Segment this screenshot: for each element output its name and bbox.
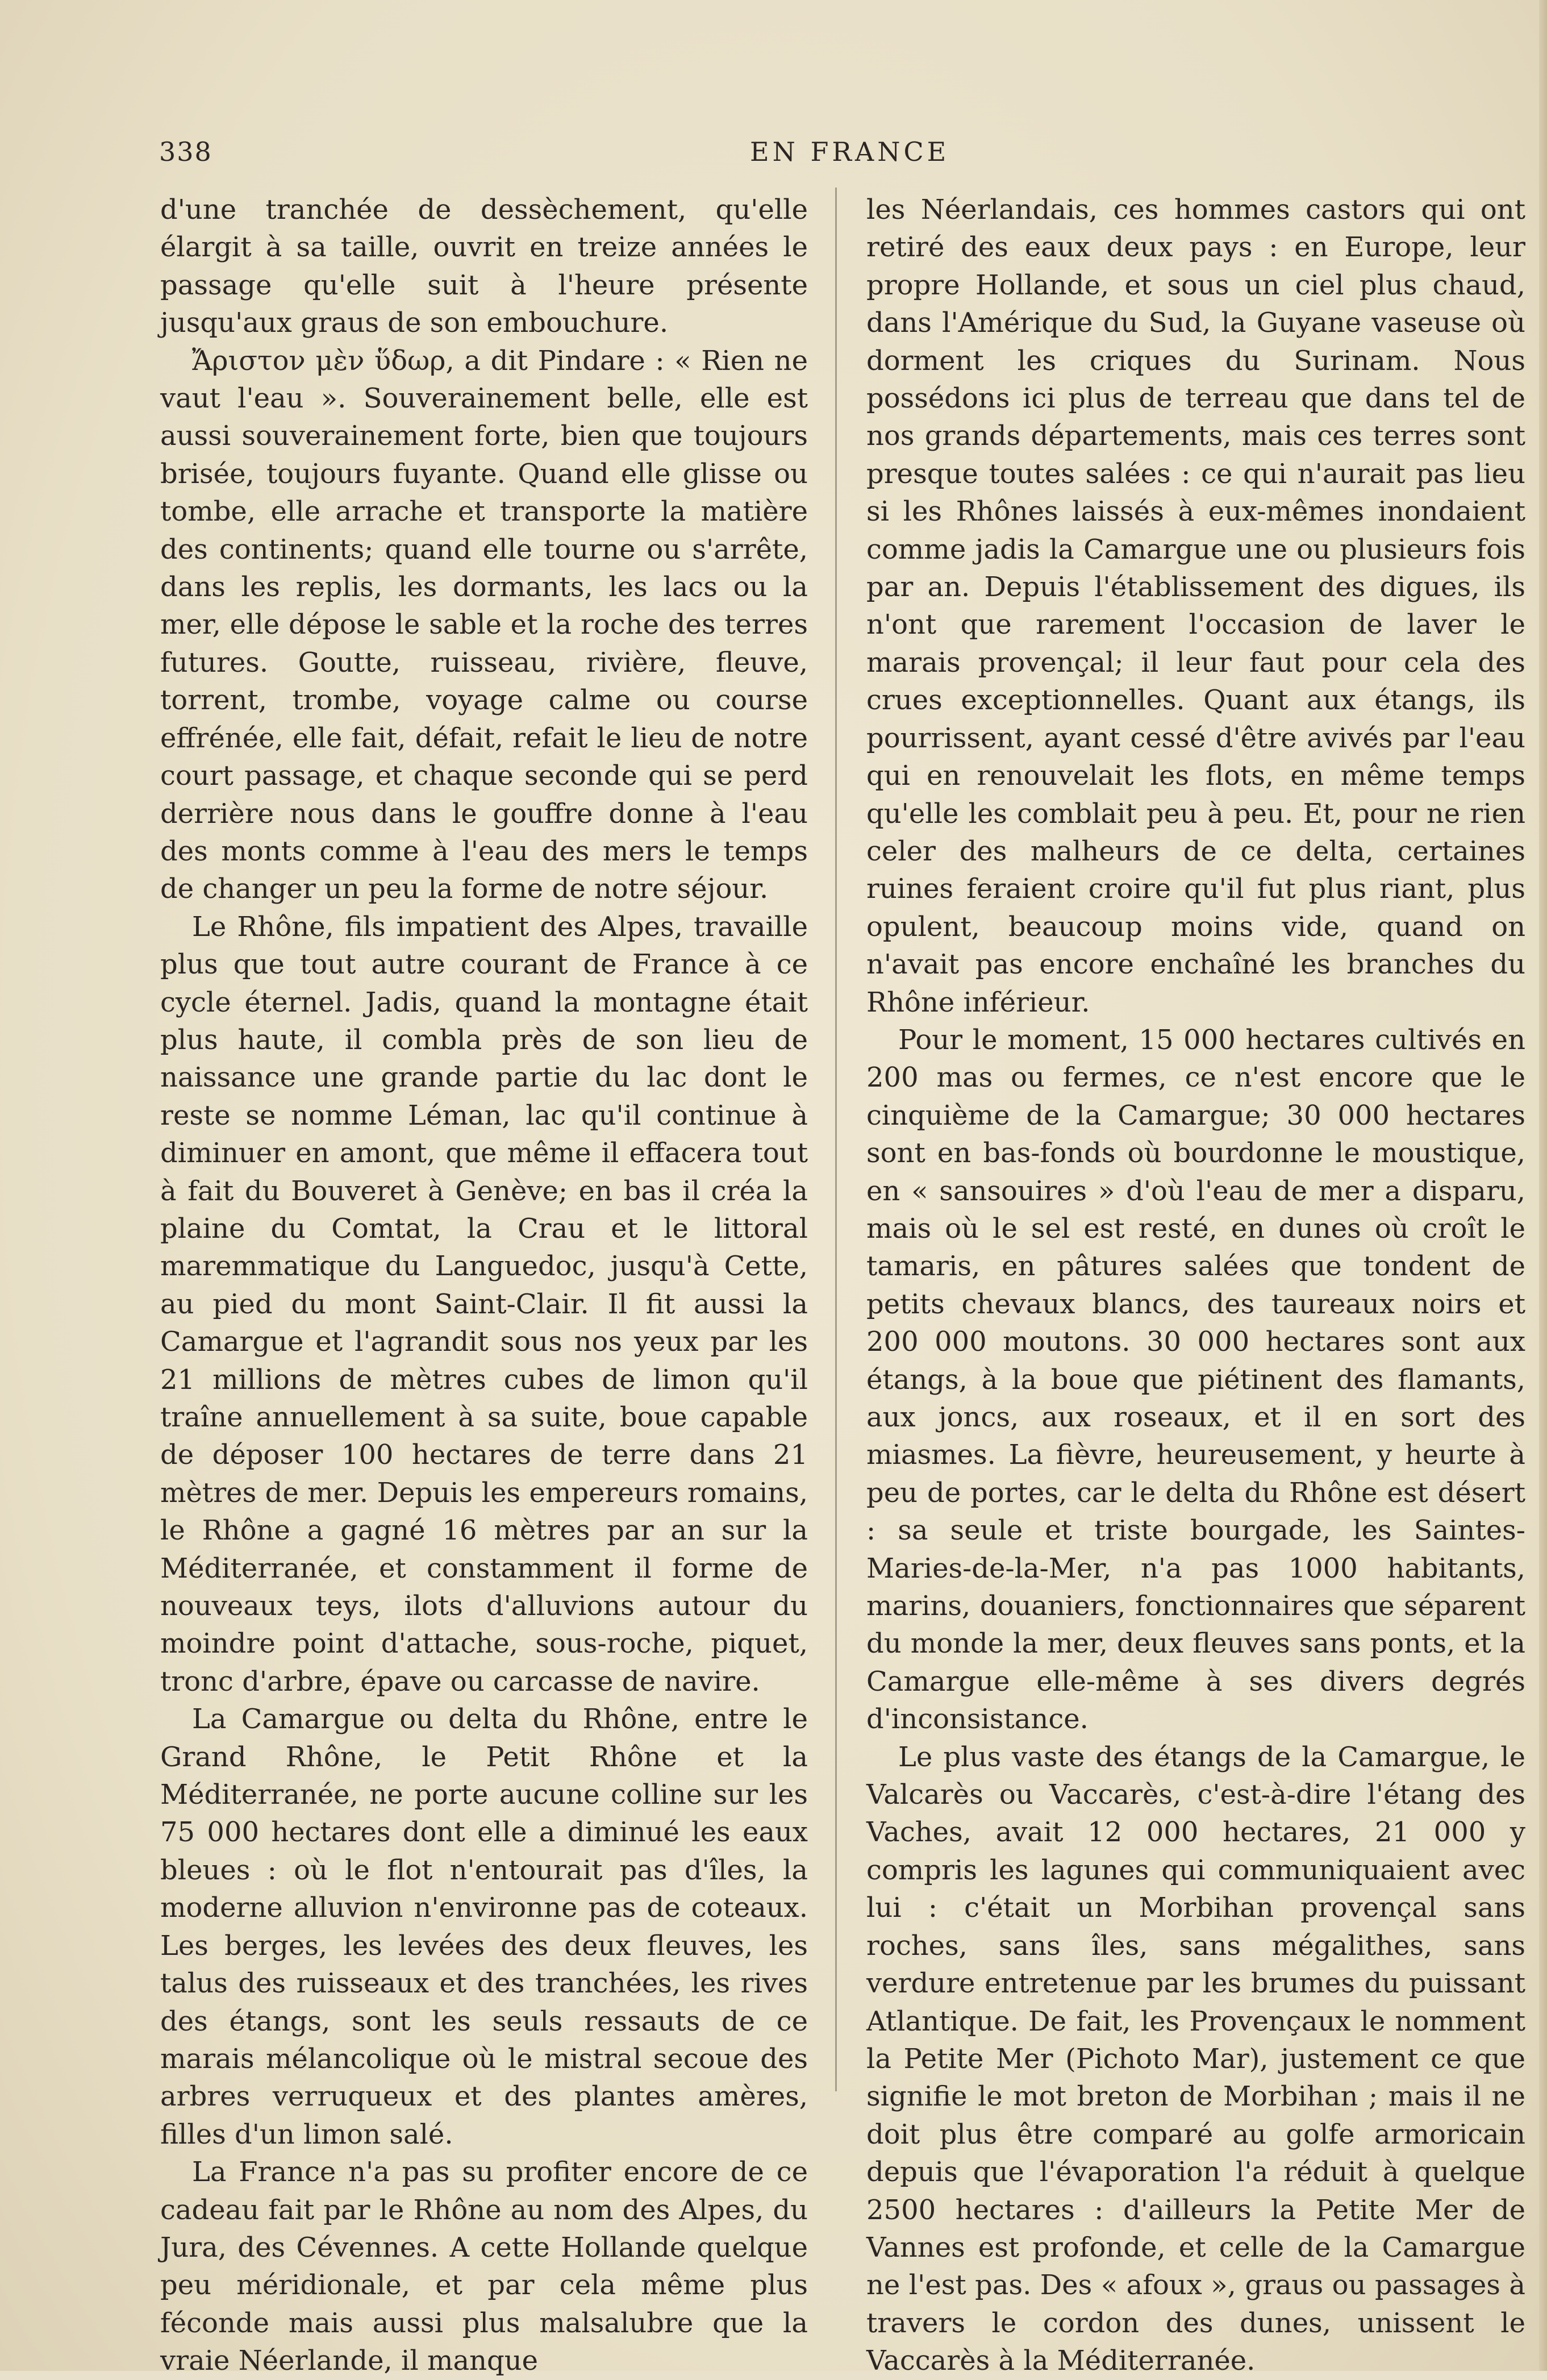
right-column [866, 191, 1525, 2380]
scan-edge [1539, 0, 1547, 2371]
paragraph: d'une tranchée de dessèchement, qu'elle élargit à sa taille, ouvrit en treize années le passage qu'elle suit à l'heure présente jusqu'aux graus de son embouchure. [160, 194, 808, 339]
paragraph: La Camargue ou delta du Rhône, entre le Grand Rhône, le Petit Rhône et la Méditerranée, ne porte aucune colline sur les 75 000 hectares dont elle a diminué les eaux bleues : où le flot n'entourait pas d'îles, la moderne alluvion n'environne pas de coteaux. Les berges, les levées des deux fleuves, les talus des ruisseaux et des tranchées, les rives des étangs, sont les seuls ressauts de ce marais mélancolique où le mistral secoue des arbres verruqueux et des plantes amères, filles d'un limon salé. [160, 1703, 808, 2150]
paragraph: Ἄριστον μὲν ὕδωρ, a dit Pindare : « Rien ne vaut l'eau ». Souverainement belle, elle est aussi souverainement forte, bien que toujours brisée, toujours fuyante. Quand elle glisse ou tombe, elle arrache et transporte la matière des continents; quand elle tourne ou s'arrête, dans les replis, les dormants, les lacs ou la mer, elle dépose le sable et la roche des terres futures. Goutte, ruisseau, rivière, fleuve, torrent, trombe, voyage calme ou course effrénée, elle fait, défait, refait le lieu de notre court passage, et chaque seconde qui se perd derrière nous dans le gouffre donne à l'eau des monts comme à l'eau des mers le temps de changer un peu la forme de notre séjour. [160, 344, 808, 905]
paragraph: Le plus vaste des étangs de la Camargue, le Valcarès ou Vaccarès, c'est-à-dire l'étang des Vaches, avait 12 000 hectares, 21 000 y compris les lagunes qui communiquaient avec lui : c'était un Morbihan provençal sans roches, sans îles, sans mégalithes, sans verdure entretenue par les brumes du puissant Atlantique. De fait, les Provençaux le nomment la Petite Mer (Pichoto Mar), justement ce que signifie le mot breton de Morbihan ; mais il ne doit plus être comparé au golfe armoricain depuis que l'évaporation l'a réduit à quelque 2500 hectares : d'ailleurs la Petite Mer de Vannes est profonde, et celle de la Camargue ne l'est pas. Des « afoux », graus ou passages à travers le cordon des dunes, unissent le Vaccarès à la Méditerranée. [866, 1741, 1525, 2377]
left-column [160, 191, 808, 2380]
paragraph: Pour le moment, 15 000 hectares cultivés en 200 mas ou fermes, ce n'est encore que le cinquième de la Camargue; 30 000 hectares sont en bas-fonds où bourdonne le moustique, en « sansouires » d'où l'eau de mer a disparu, mais où le sel est resté, en dunes où croît le tamaris, en pâtures salées que tondent de petits chevaux blancs, des taureaux noirs et 200 000 moutons. 30 000 hectares sont aux étangs, à la boue que piétinent des flamants, aux joncs, aux roseaux, et il en sort des miasmes. La fièvre, heureusement, y heurte à peu de portes, car le delta du Rhône est désert : sa seule et triste bourgade, les Saintes-Maries-de-la-Mer, n'a pas 1000 habitants, marins, douaniers, fonctionnaires que séparent du monde la mer, deux fleuves sans ponts, et la Camargue elle-même à ses divers degrés d'inconsistance. [866, 1023, 1525, 1736]
paragraph: La France n'a pas su profiter encore de ce cadeau fait par le Rhône au nom des Alpes, du Jura, des Cévennes. A cette Hollande quelque peu méridionale, et par cela même plus féconde mais aussi plus malsalubre que la vraie Néerlande, il manque [160, 2156, 808, 2377]
page-header [159, 136, 1534, 176]
column-divider [835, 188, 837, 2091]
running-title: EN FRANCE [750, 136, 950, 167]
page-number: 338 [159, 136, 212, 167]
paragraph: les Néerlandais, ces hommes castors qui ont retiré des eaux deux pays : en Europe, leur propre Hollande, et sous un ciel plus chaud, dans l'Amérique du Sud, la Guyane vaseuse où dorment les criques du Surinam. Nous possédons ici plus de terreau que dans tel de nos grands départements, mais ces terres sont presque toutes salées : ce qui n'aurait pas lieu si les Rhônes laissés à eux-mêmes inondaient comme jadis la Camargue une ou plusieurs fois par an. Depuis l'établissement des digues, ils n'ont que rarement l'occasion de laver le marais provençal; il leur faut pour cela des crues exceptionnelles. Quant aux étangs, ils pourrissent, ayant cessé d'être avivés par l'eau qui en renouvelait les flots, en même temps qu'elle les comblait peu à peu. Et, pour ne rien celer des malheurs de ce delta, certaines ruines feraient croire qu'il fut plus riant, plus opulent, beaucoup moins vide, quand on n'avait pas encore enchaîné les branches du Rhône inférieur. [866, 194, 1525, 1018]
paragraph: Le Rhône, fils impatient des Alpes, travaille plus que tout autre courant de France à ce cycle éternel. Jadis, quand la montagne était plus haute, il combla près de son lieu de naissance une grande partie du lac dont le reste se nomme Léman, lac qu'il continue à diminuer en amont, que même il effacera tout à fait du Bouveret à Genève; en bas il créa la plaine du Comtat, la Crau et le littoral maremmatique du Languedoc, jusqu'à Cette, au pied du mont Saint-Clair. Il fit aussi la Camargue et l'agrandit sous nos yeux par les 21 millions de mètres cubes de limon qu'il traîne annuellement à sa suite, boue capable de déposer 100 hectares de terre dans 21 mètres de mer. Depuis les empereurs romains, le Rhône a gagné 16 mètres par an sur la Méditerranée, et constamment il forme de nouveaux teys, ilots d'alluvions autour du moindre point d'attache, sous-roche, piquet, tronc d'arbre, épave ou carcasse de navire. [160, 910, 808, 1697]
